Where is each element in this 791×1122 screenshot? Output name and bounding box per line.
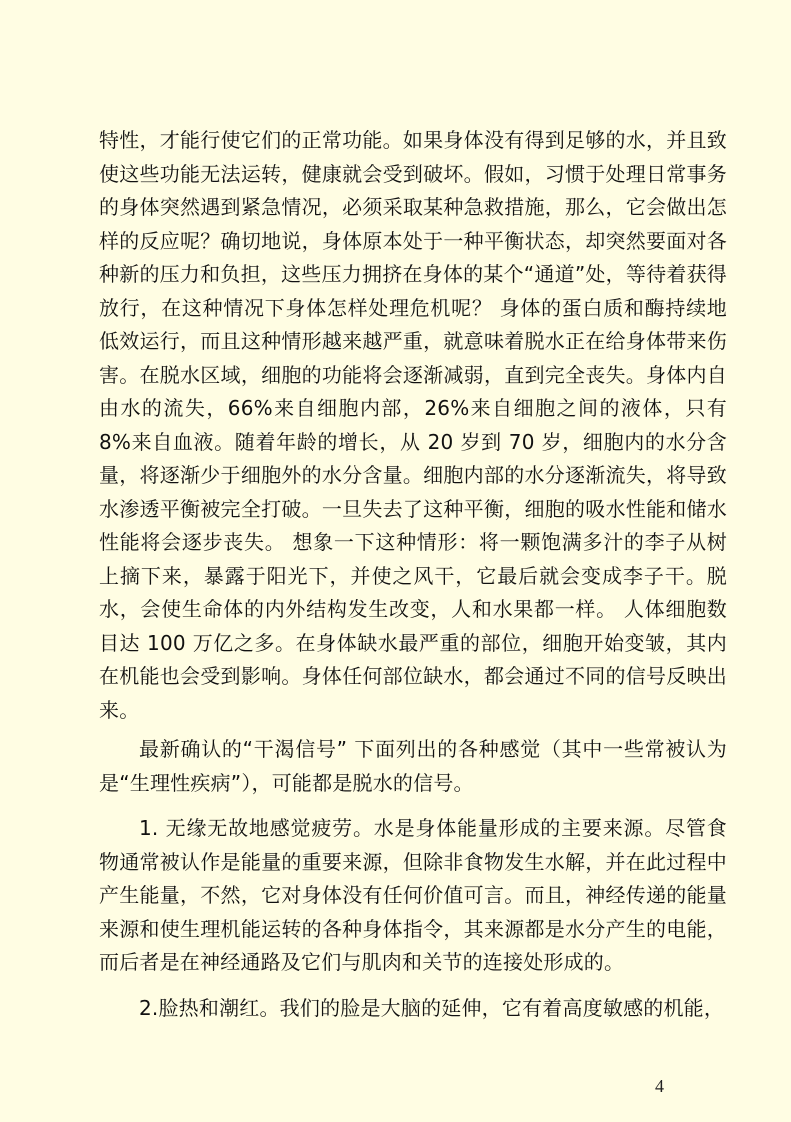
paragraph-dehydration-cells: 特性，才能行使它们的正常功能。如果身体没有得到足够的水，并且致使这些功能无法运转，健康就会受到破坏。假如，习惯于处理日常事务的身体突然遇到紧急情况，必须采取某种急救措施，那么，它会做出怎样的反应呢？确切地说，身体原本处于一种平衡状态，却突然要面对各种新的压力和负担，这些压力拥挤在身体的某个“通道”处，等待着获得放行，在这种情况下身体怎样处理危机呢？ 身体的蛋白质和酶持续地低效运行，而且这种情形越来越严重，就意味着脱水正在给身体带来伤害。在脱水区域，细胞的功能将会逐渐减弱，直到完全丧失。身体内自由水的流失，66%来自细胞内部，26%来自细胞之间的液体，只有 8%来自血液。随着年龄的增长，从 20 岁到 70 岁，细胞内的水分含量，将逐渐少于细胞外的水分含量。细胞内部的水分逐渐流失，将导致水渗透平衡被完全打破。一旦失去了这种平衡，细胞的吸水性能和储水性能将会逐步丧失。 想象一下这种情形：将一颗饱满多汁的李子从树上摘下来，暴露于阳光下，并使之风干，它最后就会变成李子干。脱水，会使生命体的内外结构发生改变，人和水果都一样。 人体细胞数目达 100 万亿之多。在身体缺水最严重的部位，细胞开始变皱，其内在机能也会受到影响。身体任何部位缺水，都会通过不同的信号反映出来。: [99, 128, 727, 722]
document-page: [99, 124, 727, 1025]
paragraph-fatigue: 1. 无缘无故地感觉疲劳。水是身体能量形成的主要来源。尽管食物通常被认作是能量的重要来源，但除非食物发生水解，并在此过程中产生能量，不然，它对身体没有任何价值可言。而且，神经传递的能量来源和使生理机能运转的各种身体指令，其来源都是水分产生的电能，而后者是在神经通路及它们与肌肉和关节的连接处形成的。: [99, 816, 727, 974]
paragraph-thirst-signals: 最新确认的“干渴信号” 下面列出的各种感觉（其中一些常被认为是“生理性疾病”），可能都是脱水的信号。: [99, 737, 727, 795]
paragraph-face-flush: 2.脸热和潮红。我们的脸是大脑的延伸，它有着高度敏感的机能，: [139, 995, 725, 1020]
page-number: 4: [655, 1076, 664, 1096]
